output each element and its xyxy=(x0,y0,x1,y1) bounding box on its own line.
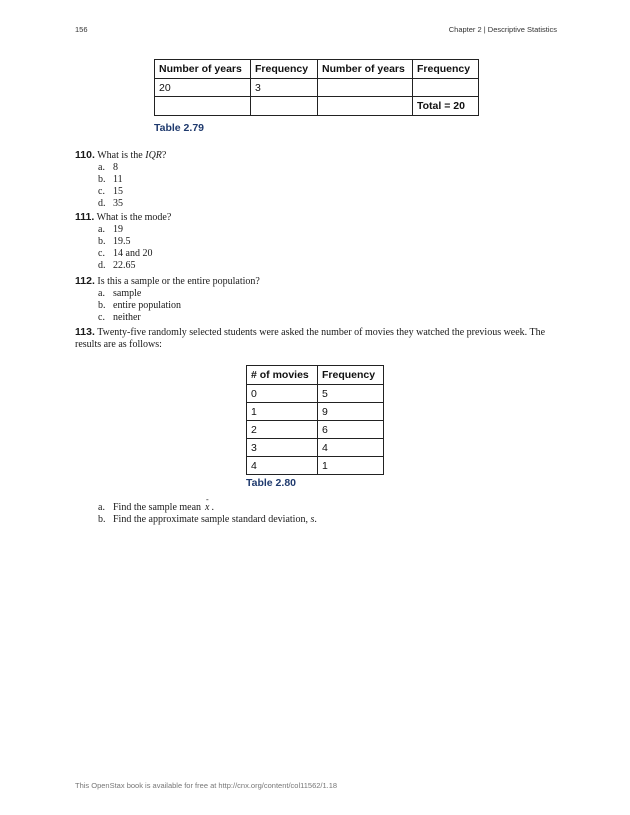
table-cell: 0 xyxy=(247,385,318,403)
question-113 xyxy=(75,326,560,351)
header-cell: Frequency xyxy=(413,60,479,79)
table-row xyxy=(155,97,479,116)
table-cell xyxy=(251,97,318,116)
table-cell: 5 xyxy=(318,385,384,403)
option-list xyxy=(75,502,560,526)
question-111 xyxy=(75,211,560,272)
table-row xyxy=(247,421,384,439)
page-number: 156 xyxy=(75,25,88,34)
list-item: c. neither xyxy=(98,312,141,323)
s-symbol: s xyxy=(310,514,315,525)
list-item: b. 11 xyxy=(98,174,123,185)
header-cell: # of movies xyxy=(247,366,318,385)
table-row xyxy=(247,439,384,457)
table-cell: 3 xyxy=(251,79,318,97)
table-cell: 4 xyxy=(247,457,318,475)
question-number: 111. xyxy=(75,211,95,223)
total-cell: Total = 20 xyxy=(413,97,479,116)
question-113-parts xyxy=(75,502,560,526)
question-110 xyxy=(75,149,560,210)
table-cell xyxy=(155,97,251,116)
option-list xyxy=(75,162,560,210)
header-cell: Frequency xyxy=(318,366,384,385)
question-text: What is the mode? xyxy=(96,212,172,223)
table-caption: Table 2.79 xyxy=(154,122,204,134)
list-item: c. 15 xyxy=(98,186,123,197)
question-112 xyxy=(75,275,560,324)
table-2-79 xyxy=(154,59,479,116)
list-item: b. Find the approximate sample standard deviation, s. xyxy=(98,514,317,525)
question-text: Is this a sample or the entire population? xyxy=(97,276,260,287)
list-item: a. 19 xyxy=(98,224,123,235)
table-header-row xyxy=(247,366,384,385)
list-item: a. sample xyxy=(98,288,142,299)
option-list xyxy=(75,288,560,324)
table-row xyxy=(247,385,384,403)
table-cell xyxy=(318,97,413,116)
table-cell: 1 xyxy=(318,457,384,475)
table-cell: 9 xyxy=(318,403,384,421)
table-cell: 1 xyxy=(247,403,318,421)
list-item: a. 8 xyxy=(98,162,118,173)
list-item: c. 14 and 20 xyxy=(98,248,153,259)
table-cell: 4 xyxy=(318,439,384,457)
table-row xyxy=(247,457,384,475)
header-cell: Number of years xyxy=(318,60,413,79)
list-item: d. 35 xyxy=(98,198,123,209)
list-item: d. 22.65 xyxy=(98,260,136,271)
table-caption: Table 2.80 xyxy=(246,477,296,489)
question-number: 110. xyxy=(75,149,95,161)
header-cell: Number of years xyxy=(155,60,251,79)
table-cell: 20 xyxy=(155,79,251,97)
question-text: What is the IQR? xyxy=(97,150,167,161)
list-item: b. 19.5 xyxy=(98,236,131,247)
table-header-row xyxy=(155,60,479,79)
table-cell: 6 xyxy=(318,421,384,439)
footer-note: This OpenStax book is available for free at http://cnx.org/content/col11562/1.18 xyxy=(75,781,338,790)
list-item: b. entire population xyxy=(98,300,182,311)
table-cell xyxy=(413,79,479,97)
x-bar-symbol: - x xyxy=(205,502,209,514)
table-cell xyxy=(318,79,413,97)
question-text: Twenty-five randomly selected students were asked the number of movies they watched the previous week. The results are as follows: xyxy=(75,327,546,350)
table-cell: 3 xyxy=(247,439,318,457)
option-list xyxy=(75,224,560,272)
table-row xyxy=(155,79,479,97)
question-number: 113. xyxy=(75,326,95,338)
table-2-80 xyxy=(246,365,384,475)
question-number: 112. xyxy=(75,275,95,287)
list-item: a. Find the sample mean- x . xyxy=(75,502,560,514)
header-cell: Frequency xyxy=(251,60,318,79)
table-cell: 2 xyxy=(247,421,318,439)
table-row xyxy=(247,403,384,421)
chapter-title: Chapter 2 | Descriptive Statistics xyxy=(448,25,557,34)
